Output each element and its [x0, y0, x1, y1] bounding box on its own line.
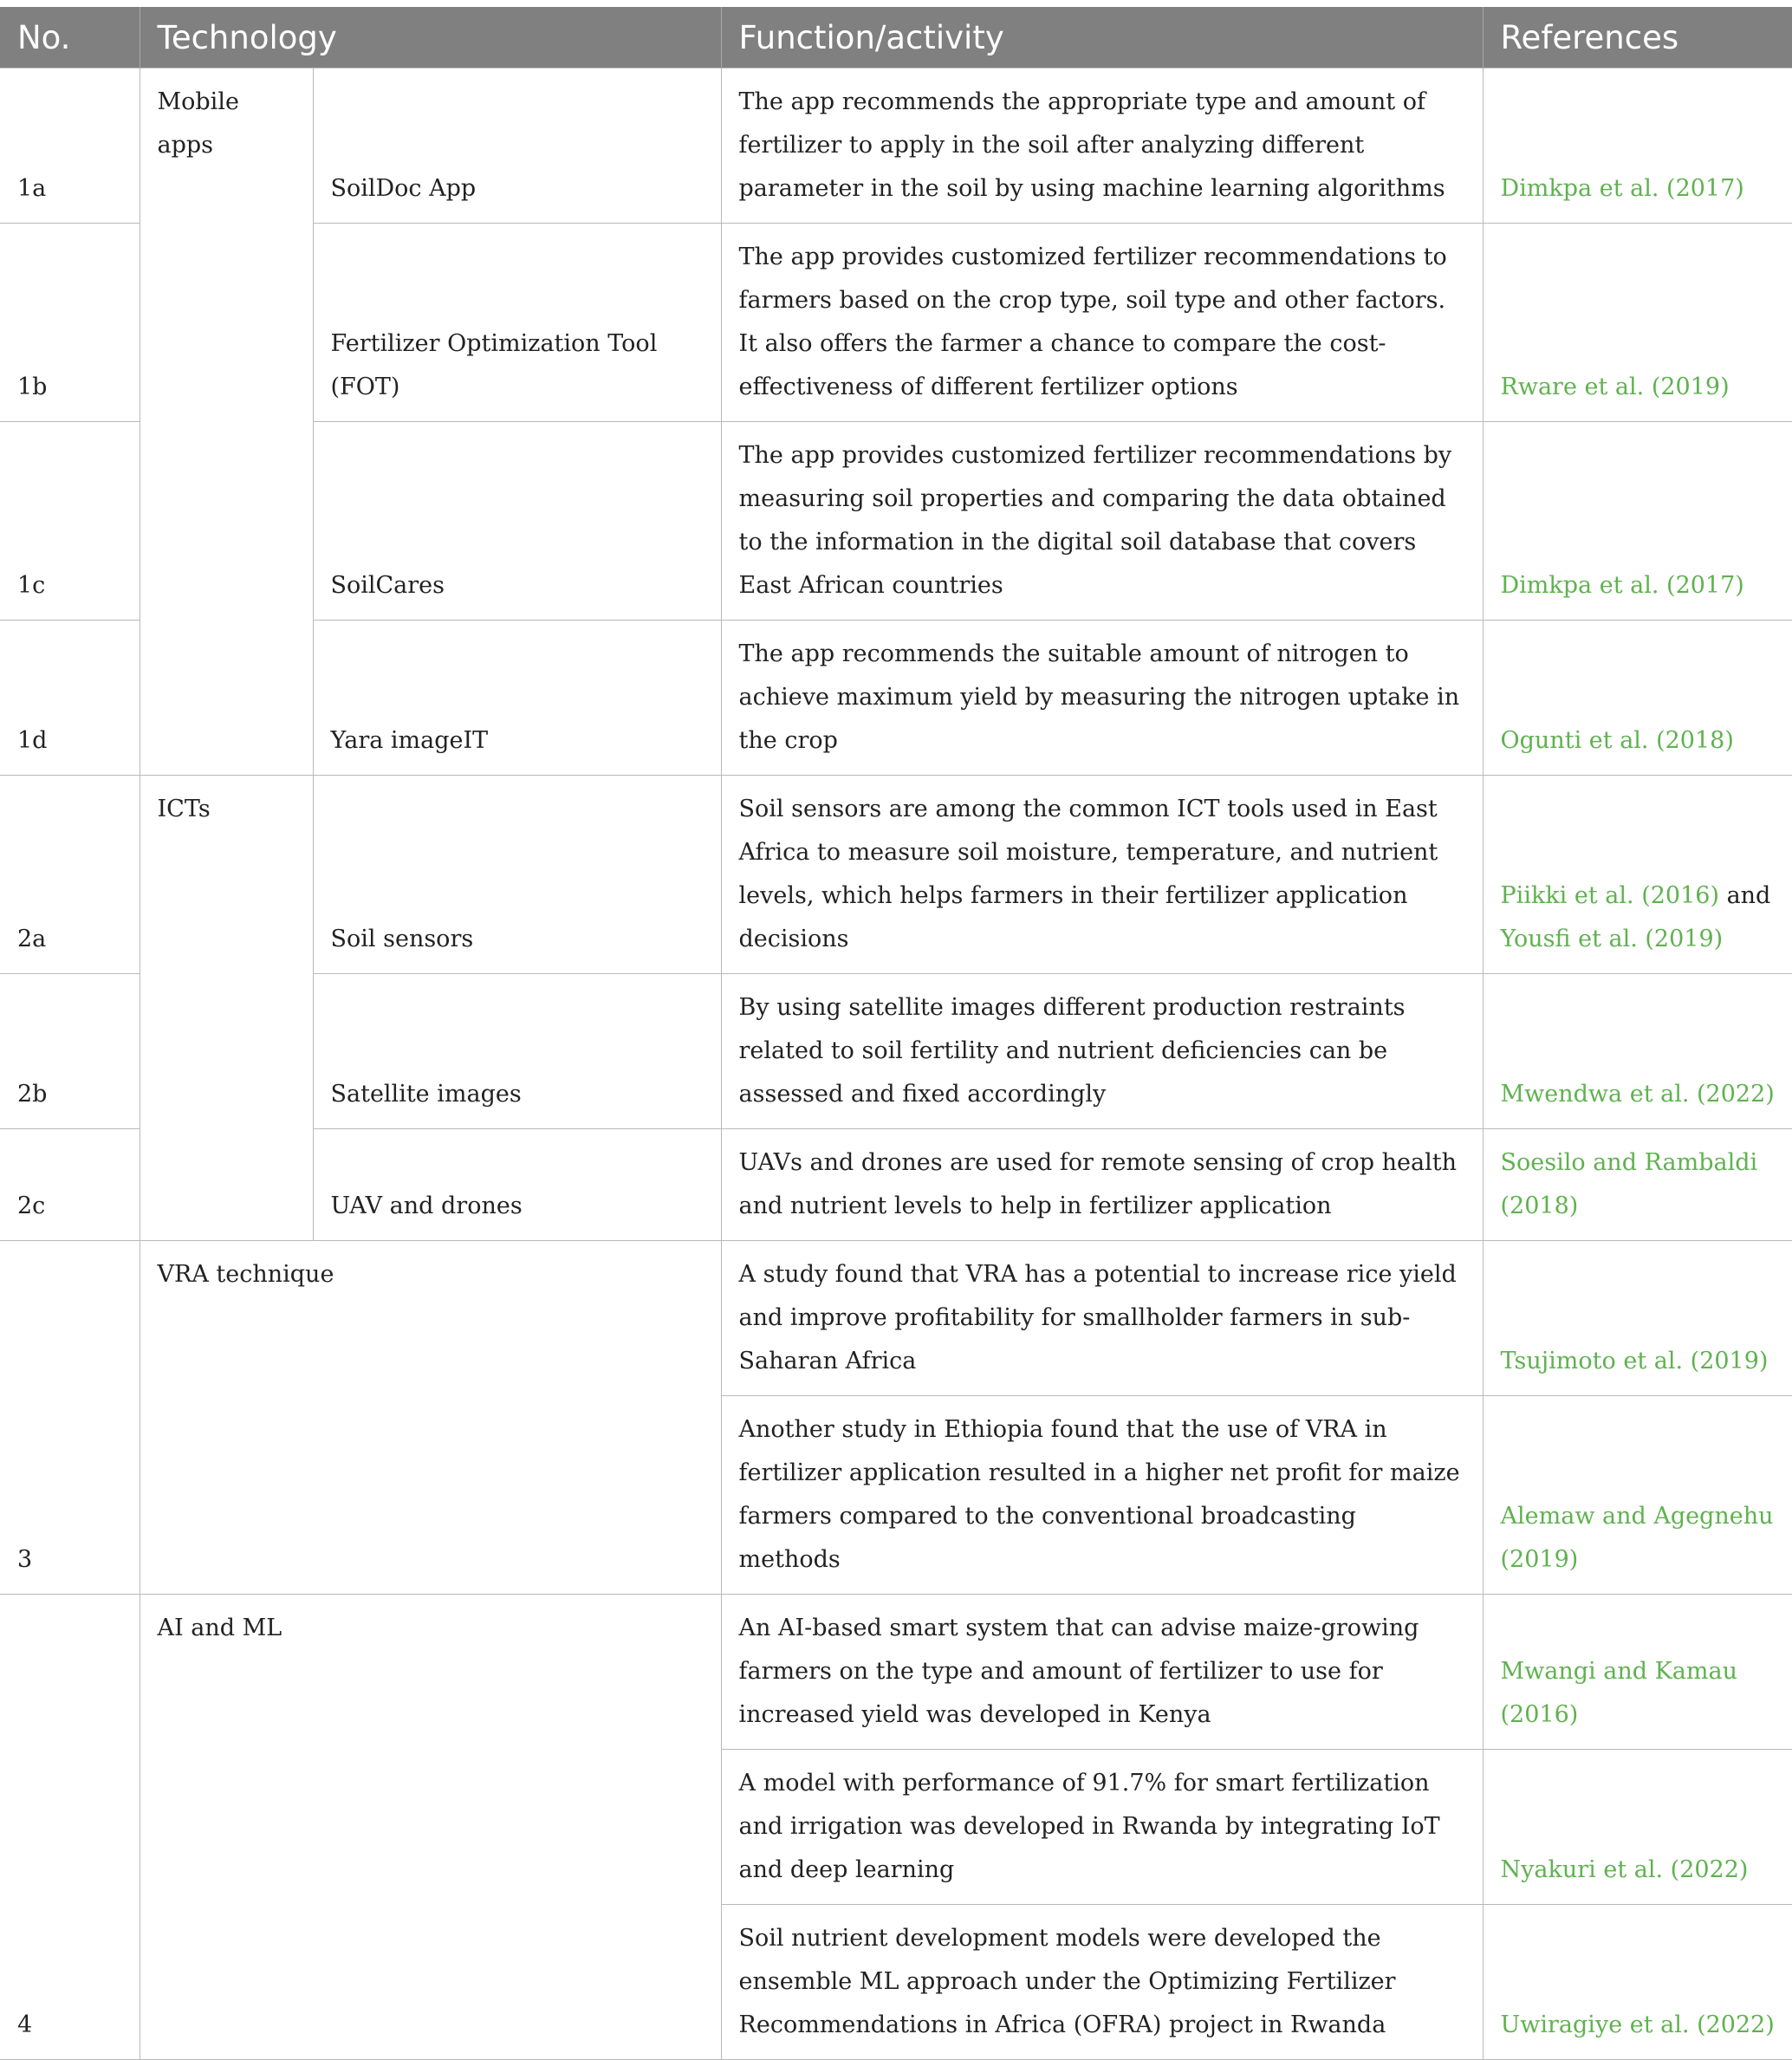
group-label: ICTs — [140, 776, 313, 1241]
function-text: An AI-based smart system that can advise maize-growing farmers on the type and amount of fertilizer to use for increased yield was developed in Kenya — [721, 1595, 1483, 1750]
reference-link[interactable]: Ogunti et al. (2018) — [1500, 727, 1734, 754]
row-number: 1a — [0, 68, 140, 224]
reference-link[interactable]: Uwiragiye et al. (2022) — [1500, 2011, 1775, 2038]
reference-conjunction: and — [1718, 882, 1771, 909]
header-technology: Technology — [140, 7, 721, 68]
row-number: 1b — [0, 224, 140, 422]
row-number: 3 — [0, 1241, 140, 1595]
table-row — [0, 1595, 1792, 1750]
reference[interactable] — [1483, 1905, 1792, 2060]
function-text: A study found that VRA has a potential to increase rice yield and improve profitability for smallholder farmers in sub-Saharan Africa — [721, 1241, 1483, 1396]
reference[interactable] — [1483, 1129, 1792, 1241]
technology-name: Fertilizer Optimization Tool (FOT) — [313, 224, 721, 422]
table-row — [0, 68, 1792, 224]
function-text: Soil sensors are among the common ICT tools used in East Africa to measure soil moisture, temperature, and nutrient levels, which helps farmers in their fertilizer application decisions — [721, 776, 1483, 974]
reference-link[interactable]: Mwendwa et al. (2022) — [1500, 1081, 1775, 1108]
row-number: 2b — [0, 974, 140, 1129]
reference[interactable] — [1483, 224, 1792, 422]
group-label: VRA technique — [140, 1241, 721, 1595]
reference-link[interactable]: Tsujimoto et al. (2019) — [1500, 1348, 1769, 1374]
reference-link[interactable]: Rware et al. (2019) — [1500, 374, 1730, 400]
function-text: By using satellite images different production restraints related to soil fertility and nutrient deficiencies can be assessed and fixed accordingly — [721, 974, 1483, 1129]
technology-name: Soil sensors — [313, 776, 721, 974]
table-row — [0, 776, 1792, 974]
reference[interactable] — [1483, 1396, 1792, 1595]
technology-name: Satellite images — [313, 974, 721, 1129]
reference-link[interactable]: Dimkpa et al. (2017) — [1500, 572, 1744, 599]
technology-name: SoilCares — [313, 422, 721, 621]
row-number: 1c — [0, 422, 140, 621]
table-row — [0, 1241, 1792, 1396]
reference-link[interactable]: Nyakuri et al. (2022) — [1500, 1856, 1749, 1883]
technology-name: UAV and drones — [313, 1129, 721, 1241]
header-references: References — [1483, 7, 1792, 68]
row-number: 4 — [0, 1595, 140, 2060]
reference-link[interactable]: Piikki et al. (2016) — [1500, 882, 1719, 909]
reference[interactable] — [1483, 974, 1792, 1129]
header-row — [0, 7, 1792, 68]
row-number: 2c — [0, 1129, 140, 1241]
function-text: Another study in Ethiopia found that the use of VRA in fertilizer application resulted in a higher net profit for maize farmers compared to the conventional broadcasting methods — [721, 1396, 1483, 1595]
reference[interactable] — [1483, 68, 1792, 224]
function-text: The app provides customized fertilizer recommendations to farmers based on the crop type, soil type and other factors. It also offers the farmer a chance to compare the cost-effectiveness of different fertilizer options — [721, 224, 1483, 422]
function-text: The app recommends the suitable amount of nitrogen to achieve maximum yield by measuring the nitrogen uptake in the crop — [721, 621, 1483, 776]
reference[interactable] — [1483, 621, 1792, 776]
reference-link[interactable]: Alemaw and Agegnehu (2019) — [1500, 1503, 1774, 1573]
row-number: 2a — [0, 776, 140, 974]
group-label: AI and ML — [140, 1595, 721, 2060]
technology-name: SoilDoc App — [313, 68, 721, 224]
reference[interactable] — [1483, 1595, 1792, 1750]
group-label: Mobile apps — [140, 68, 313, 776]
reference-link[interactable]: Dimkpa et al. (2017) — [1500, 175, 1744, 202]
function-text: A model with performance of 91.7% for smart fertilization and irrigation was developed in Rwanda by integrating IoT and deep learning — [721, 1750, 1483, 1905]
reference[interactable] — [1483, 1241, 1792, 1396]
function-text: UAVs and drones are used for remote sensing of crop health and nutrient levels to help in fertilizer application — [721, 1129, 1483, 1241]
header-function: Function/activity — [721, 7, 1483, 68]
reference[interactable] — [1483, 1750, 1792, 1905]
reference-link[interactable]: Soesilo and Rambaldi (2018) — [1500, 1149, 1758, 1219]
technology-table — [0, 7, 1792, 2060]
technology-name: Yara imageIT — [313, 621, 721, 776]
row-number: 1d — [0, 621, 140, 776]
function-text: Soil nutrient development models were developed the ensemble ML approach under the Optimizing Fertilizer Recommendations in Africa (OFRA) project in Rwanda — [721, 1905, 1483, 2060]
function-text: The app provides customized fertilizer recommendations by measuring soil properties and comparing the data obtained to the information in the digital soil database that covers East African countries — [721, 422, 1483, 621]
reference[interactable] — [1483, 776, 1792, 974]
reference-link[interactable]: Yousfi et al. (2019) — [1500, 926, 1724, 952]
reference[interactable] — [1483, 422, 1792, 621]
reference-link[interactable]: Mwangi and Kamau (2016) — [1500, 1658, 1737, 1728]
function-text: The app recommends the appropriate type and amount of fertilizer to apply in the soil after analyzing different parameter in the soil by using machine learning algorithms — [721, 68, 1483, 224]
header-no: No. — [0, 7, 140, 68]
